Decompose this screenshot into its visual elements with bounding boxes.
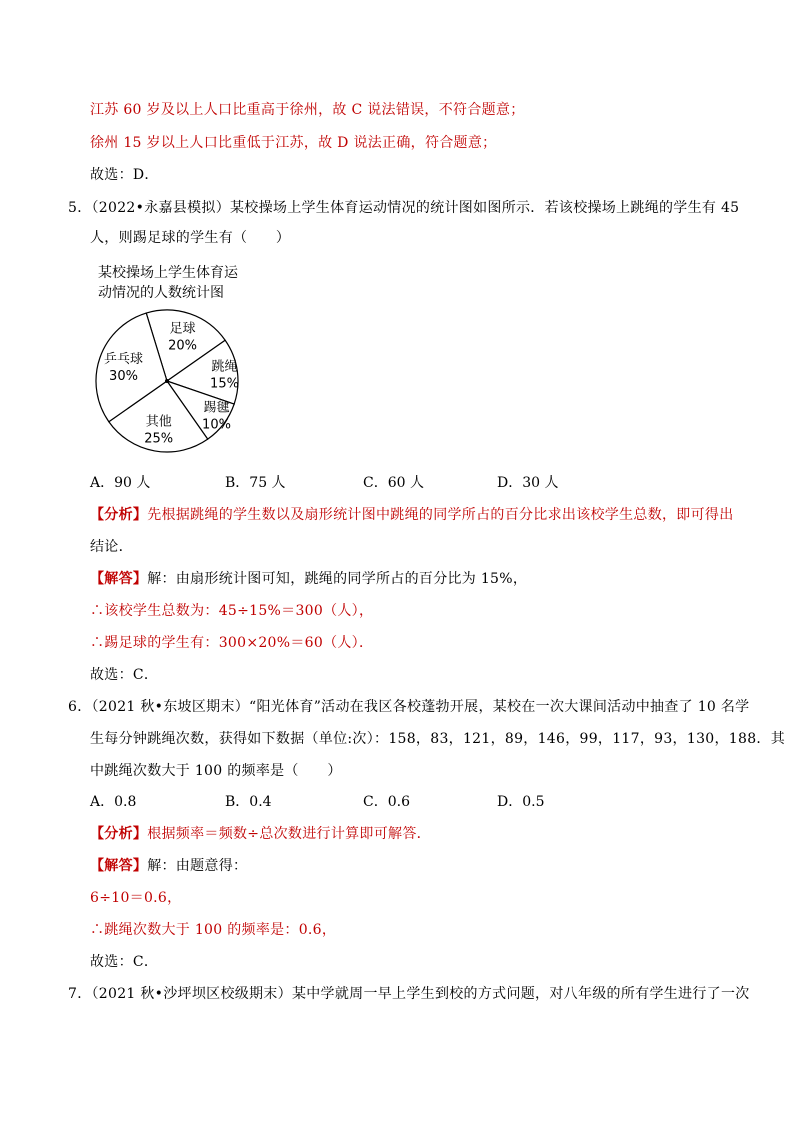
pie-label-1: 足球 (169, 321, 196, 337)
q5-answer-4: 故选：C． (90, 667, 159, 683)
q5-analysis-text: 先根据跳绳的学生数以及扇形统计图中跳绳的同学所占的百分比求出该校学生总数，即可得出 (147, 507, 734, 523)
pie-value-2: 15% (210, 376, 239, 392)
q5-stem-2: 人，则踢足球的学生有（ ） (90, 230, 291, 246)
q5-analysis-2: 结论． (90, 539, 133, 555)
q6-answer-text: 解：由题意得： (147, 858, 248, 874)
pie-value-3: 10% (202, 417, 231, 433)
q6-option-a: A．0.8 (90, 794, 137, 810)
pie-value-4: 25% (144, 431, 174, 447)
pie-label-3: 踢毽 (203, 400, 230, 416)
q5-answer-tag: 【解答】 (90, 571, 148, 587)
q5-analysis-tag: 【分析】 (90, 507, 148, 523)
q5-stem-1: 5．（2022•永嘉县模拟）某校操场上学生体育运动情况的统计图如图所示．若该校操场上跳绳的学生有 45 (68, 200, 740, 216)
q5-option-a: A．90 人 (90, 475, 151, 491)
top-line-1: 江苏 60 岁及以上人口比重高于徐州，故 C 说法错误，不符合题意； (90, 102, 525, 118)
q6-option-b: B．0.4 (225, 794, 272, 810)
pie-label-5: 乒乓球 (103, 352, 144, 367)
q7-stem-1: 7．（2021 秋•沙坪坝区校级期末）某中学就周一早上学生到校的方式问题，对八年级的所有学生进行了一次 (68, 986, 750, 1002)
pie-label-2: 跳绳 (211, 359, 238, 375)
q6-option-c: C．0.6 (363, 794, 410, 810)
q5-option-c: C．60 人 (363, 475, 424, 491)
q6-stem-2: 生每分钟跳绳次数，获得如下数据（单位:次）：158，83，121，89，146，99，117，93，130，188．其 (90, 731, 786, 747)
q5-answer-3: ∴踢足球的学生有：300×20%＝60（人）． (90, 635, 374, 651)
pie-value-5: 30% (109, 369, 138, 384)
pie-title-line-1: 某校操场上学生体育运 (98, 265, 238, 281)
q5-option-d: D．30 人 (497, 475, 559, 491)
q5-answer-2: ∴该校学生总数为：45÷15%＝300（人）， (90, 603, 374, 619)
q6-answer-3: ∴跳绳次数大于 100 的频率是：0.6， (90, 922, 337, 938)
top-line-3: 故选：D． (90, 167, 159, 183)
top-line-2: 徐州 15 岁以上人口比重低于江苏，故 D 说法正确，符合题意； (90, 135, 497, 151)
q5-analysis-1 (90, 505, 734, 525)
q5-option-b: B．75 人 (225, 475, 286, 491)
pie-label-4: 其他 (145, 414, 172, 430)
pie-title-line-2: 动情况的人数统计图 (98, 285, 224, 301)
pie-center-dot (165, 379, 169, 383)
q6-analysis-1 (90, 824, 431, 844)
q6-stem-1: 6．（2021 秋•东坡区期末）“阳光体育”活动在我区各校蓬勃开展，某校在一次大课间活动中抽查了 10 名学 (68, 699, 750, 715)
q6-answer-2: 6÷10＝0.6， (90, 890, 182, 906)
q6-analysis-text: 根据频率＝频数÷总次数进行计算即可解答． (147, 826, 431, 842)
q5-answer-1 (90, 569, 527, 589)
q6-answer-1 (90, 856, 247, 876)
q6-answer-4: 故选：C． (90, 954, 159, 970)
q6-answer-tag: 【解答】 (90, 858, 148, 874)
q6-analysis-tag: 【分析】 (90, 826, 148, 842)
q6-option-d: D．0.5 (497, 794, 545, 810)
q6-stem-3: 中跳绳次数大于 100 的频率是（ ） (90, 763, 342, 779)
pie-chart (90, 300, 250, 460)
pie-value-1: 20% (168, 338, 198, 354)
q5-answer-text: 解：由扇形统计图可知，跳绳的同学所占的百分比为 15%， (147, 571, 528, 587)
